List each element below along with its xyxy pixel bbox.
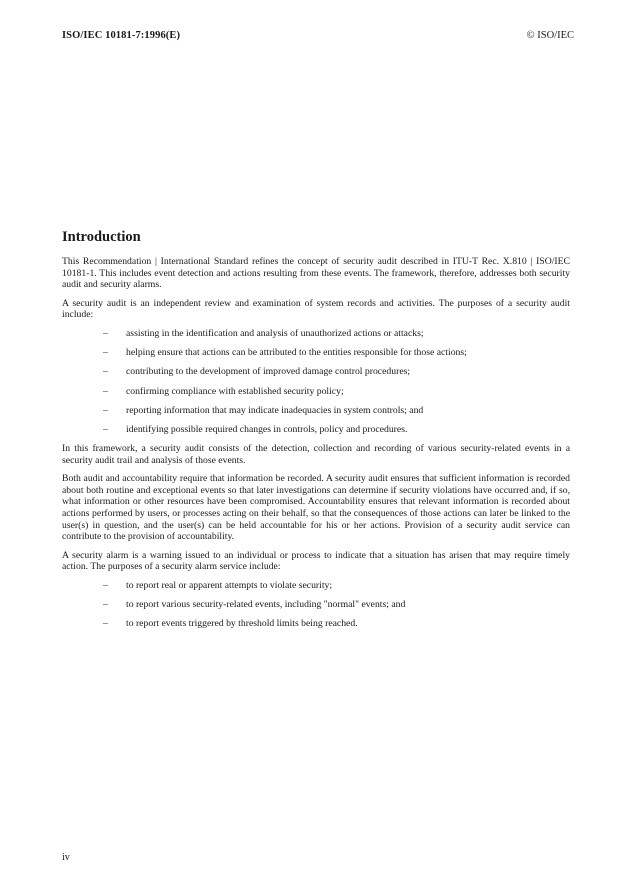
list-item: – helping ensure that actions can be attributed to the entities responsible for those actions;: [103, 347, 467, 359]
dash-bullet: –: [103, 599, 108, 611]
section-title: Introduction: [62, 229, 141, 245]
list-item: – reporting information that may indicate inadequacies in system controls; and: [103, 404, 424, 416]
dash-bullet: –: [103, 347, 108, 359]
list-item: – contributing to the development of improved damage control procedures;: [103, 366, 411, 378]
intro-paragraph-3: In this framework, a security audit consists of the detection, collection and recording of various security-related events in a security audit trail and analysis of those events.: [62, 443, 570, 466]
dash-bullet: –: [103, 423, 108, 435]
list-item: – to report events triggered by threshold limits being reached.: [103, 618, 358, 630]
list-item: – confirming compliance with established security policy;: [103, 385, 344, 397]
alarm-purposes-list: [62, 580, 570, 630]
list-item: – identifying possible required changes in controls, policy and procedures.: [103, 423, 408, 435]
dash-bullet: –: [103, 618, 108, 630]
document-id: ISO/IEC 10181-7:1996(E): [62, 30, 181, 41]
dash-bullet: –: [103, 327, 108, 339]
intro-paragraph-2: A security audit is an independent review and examination of system records and activities. The purposes of a security audit include:: [62, 297, 570, 321]
intro-paragraph-1: This Recommendation | International Standard refines the concept of security audit described in ITU-T Rec. X.810 | ISO/IEC 10181-1. This includes event detection and actions resulting from these events. The framework, therefore, addresses both security audit and security alarms.: [62, 256, 570, 291]
dash-bullet: –: [103, 385, 108, 397]
audit-purposes-list: [62, 328, 570, 436]
intro-paragraph-4: Both audit and accountability require that information be recorded. A security audit ensures that sufficient information is recorded about both routine and exceptional events so that later investigations can determine if security violations have occurred and, if so, what information or other resources have been compromised. Accountability ensures that relevant information is recorded about actions performed by users, or processes acting on their behalf, so that the consequences of those actions can later be linked to the user(s) in question, and the user(s) can be held accountable for his or her actions. Provision of a security audit service can contribute to the provision of accountability.: [62, 473, 570, 543]
copyright-notice: © ISO/IEC: [526, 30, 574, 41]
page-number: iv: [62, 852, 70, 863]
introduction-section: [62, 229, 570, 638]
dash-bullet: –: [103, 366, 108, 378]
list-item: – to report real or apparent attempts to violate security;: [103, 580, 333, 592]
list-item: – to report various security-related events, including "normal" events; and: [103, 599, 406, 611]
intro-paragraph-5: A security alarm is a warning issued to an individual or process to indicate that a situation has arisen that may require timely action. The purposes of a security alarm service include:: [62, 549, 570, 573]
dash-bullet: –: [103, 404, 108, 416]
list-item: – assisting in the identification and analysis of unauthorized actions or attacks;: [103, 327, 424, 339]
dash-bullet: –: [103, 580, 108, 592]
